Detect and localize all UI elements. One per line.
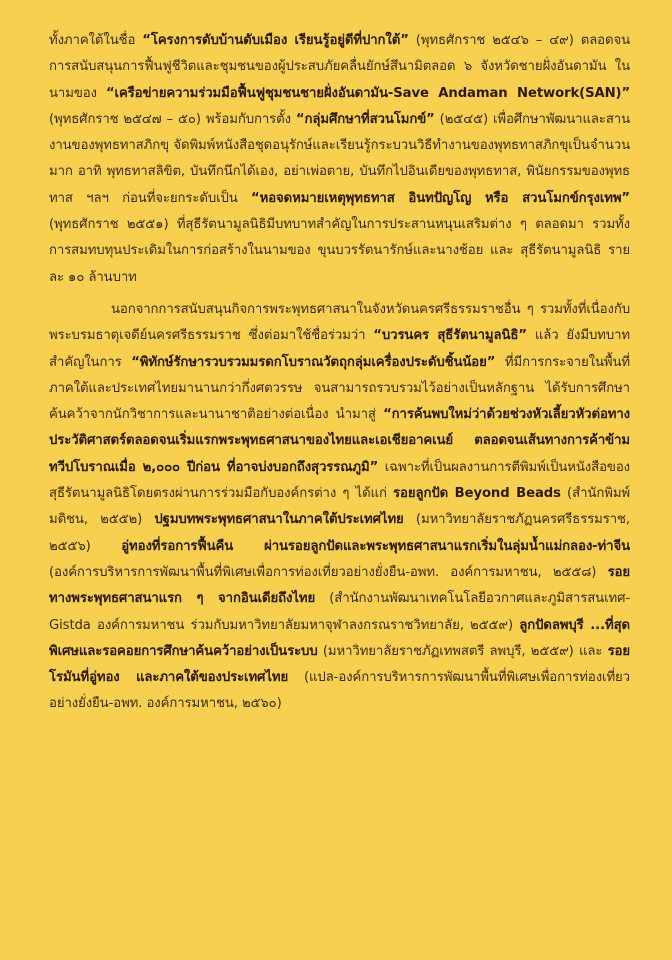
p2-seg-8: (สำนักพิมพ์มติชน, ๒๕๕๒) — [49, 486, 630, 528]
p1-title-project-ban-mueang: “โครงการดับบ้านดับเมือง เรียนรู้อยู่ดีที่ปากใต้” — [142, 33, 409, 48]
p2-seg-18: (แปล-องค์การบริหารการพัฒนาพื้นที่พิเศษเพื่อการท่องเที่ยวอย่างยั่งยืน-อพท. องค์การมหาชน, ๒๕๖๐) — [49, 670, 630, 712]
p2-seg-12: (องค์การบริหารการพัฒนาพื้นที่พิเศษเพื่อการท่องเที่ยวอย่างยั่งยืน-อพท. องค์การมหาชน, ๒๕๕๘) — [49, 564, 608, 580]
p2-seg-4: ที่มีการกระจายในพื้นที่ภาคใต้และประเทศไทยมานานกว่ากึ่งศตวรรษ จนสามารถรวบรวมไว้อย่างเป็นหลักฐาน ได้รับการศึกษาค้นคว้าจากนักวิชาการและนานาชาติอย่างต่อเนื่อง นำมาสู่ — [49, 354, 631, 423]
paragraph-2 — [49, 297, 630, 718]
p2-title-heritage-protection: “พิทักษ์รักษารวบรวมมรดกโบราณวัตถุกลุ่มเครื่องประดับชิ้นน้อย” — [131, 354, 496, 370]
p2-book-lopburi-beads: ลูกปัดลพบุรี ...ที่สุดพิเศษและรอคอยการศึกษาค้นคว้าอย่างเป็นระบบ — [49, 617, 630, 659]
p2-book-buddhism-trail: รอยทางพระพุทธศาสนาแรก ๆ จากอินเดียถึงไทย — [49, 564, 630, 607]
p2-seg-6: เฉพาะที่เป็นผลงานการตีพิมพ์เป็นหนังสือของสุธีรัตนามูลนิธิโดยตรงผ่านการร่วมมือกับองค์กรต่าง ๆ ได้แก่ — [49, 459, 630, 502]
p2-title-bowonnakhon: “บวรนคร สุธีรัตนามูลนิธิ” — [373, 328, 527, 344]
p2-book-beyond-beads: รอยลูกปัด Beyond Beads — [393, 486, 561, 502]
p1-seg-2: (พุทธศักราช ๒๕๔๖ – ๔๙) ตลอดจนการสนับสนุนการฟื้นฟูชีวิตและชุมชนของผู้ประสบภัยคลื่นยักษ์สึนามิตลอด ๖ จังหวัดชายฝั่งอันดามัน ในนามของ — [49, 33, 630, 101]
p1-title-save-andaman-network: “เครือข่ายความร่วมมือฟื้นฟูชุมชนชายฝั่งอันดามัน-Save Andaman Network(SAN)” — [105, 85, 631, 101]
paragraph-1 — [49, 28, 630, 291]
p1-title-suan-mokkh-study-group: “กลุ่มศึกษาที่สวนโมกข์” — [295, 111, 435, 127]
p2-seg-14: (สำนักงานพัฒนาเทคโนโลยีอวกาศและภูมิสารสนเทศ-Gistda องค์การมหาชน ร่วมกับมหาวิทยาลัยมหาจุฬาลงกรณราชวิทยาลัย, ๒๕๕๙) — [49, 591, 630, 633]
p1-seg-8: (พุทธศักราช ๒๕๕๑) ที่สุธีรัตนามูลนิธิมีบทบาทสำคัญในการประสานหนุนเสริมต่าง ๆ ตลอดมา รวมทั้งการสมทบทุนประเดิมในการก่อสร้างในนามของ ขุนบวรรัตนารักษ์และนางช้อย และ สุธีรัตนามูลนิธิ รายละ ๑๐ ล้านบาท — [49, 217, 630, 285]
p2-seg-2: แล้ว ยังมีบทบาทสำคัญในการ — [49, 328, 630, 370]
p2-book-u-thong: อู่ทองที่รอการฟื้นคืน ผ่านรอยลูกปัดและพระพุทธศาสนาแรกเริ่มในลุ่มน้ำแม่กลอง-ท่าจีน — [121, 538, 630, 554]
p2-title-new-discovery: “การค้นพบใหม่ว่าด้วยช่วงหัวเลี้ยวหัวต่อทางประวัติศาสตร์ตลอดจนเริ่มแรกพระพุทธศาสนาของไทยและเอเชียอาคเนย์ ตลอดจนเส้นทางการค้าข้ามทวีปโบราณเมื่อ ๒,๐๐๐ ปีก่อน ที่อาจบ่งบอกถึงสุวรรณภูมิ” — [49, 407, 630, 475]
p2-seg-0: นอกจากการสนับสนุนกิจการพระพุทธศาสนาในจังหวัดนครศรีธรรมราชอื่น ๆ รวมทั้งที่เนื่องกับพระบรมธาตุเจดีย์นครศรีธรรมราช ซึ่งต่อมาใช้ชื่อร่วมว่า — [49, 301, 630, 344]
p2-book-early-buddhism-south: ปฐมบทพระพุทธศาสนาในภาคใต้ประเทศไทย — [154, 512, 404, 528]
p1-seg-0: ทั้งภาคใต้ในชื่อ — [49, 33, 143, 48]
p1-seg-6: (๒๕๔๕) เพื่อศึกษาพัฒนาและสานงานของพุทธทาสภิกขุ จัดพิมพ์หนังสือชุดอนุรักษ์และเรียนรู้กระบวนวิธีทำงานของพุทธทาสภิกขุเป็นจำนวนมาก อาทิ พุทธทาสลิขิต, บันทึกนึกได้เอง, อย่าเพ่อตาย, บันทึกไปอินเดียของพุทธทาส, พินัยกรรมของพุทธทาส ฯลฯ ก่อนที่จะยกระดับเป็น — [49, 111, 630, 206]
p1-title-buddhadasa-archives: “หอจดหมายเหตุพุทธทาส อินทปัญโญ หรือ สวนโมกข์กรุงเทพ” — [251, 190, 630, 206]
p2-seg-10: (มหาวิทยาลัยราชภัฏนครศรีธรรมราช, ๒๕๕๖) — [49, 512, 630, 554]
p1-seg-4: (พุทธศักราช ๒๕๔๗ – ๕๐) พร้อมกับการตั้ง — [49, 111, 296, 127]
p2-seg-16: (มหาวิทยาลัยราชภัฏเทพสตรี ลพบุรี, ๒๕๕๙) และ — [317, 643, 608, 659]
p2-book-roman-traces: รอยโรมันที่อู่ทอง และภาคใต้ของประเทศไทย — [49, 643, 630, 686]
